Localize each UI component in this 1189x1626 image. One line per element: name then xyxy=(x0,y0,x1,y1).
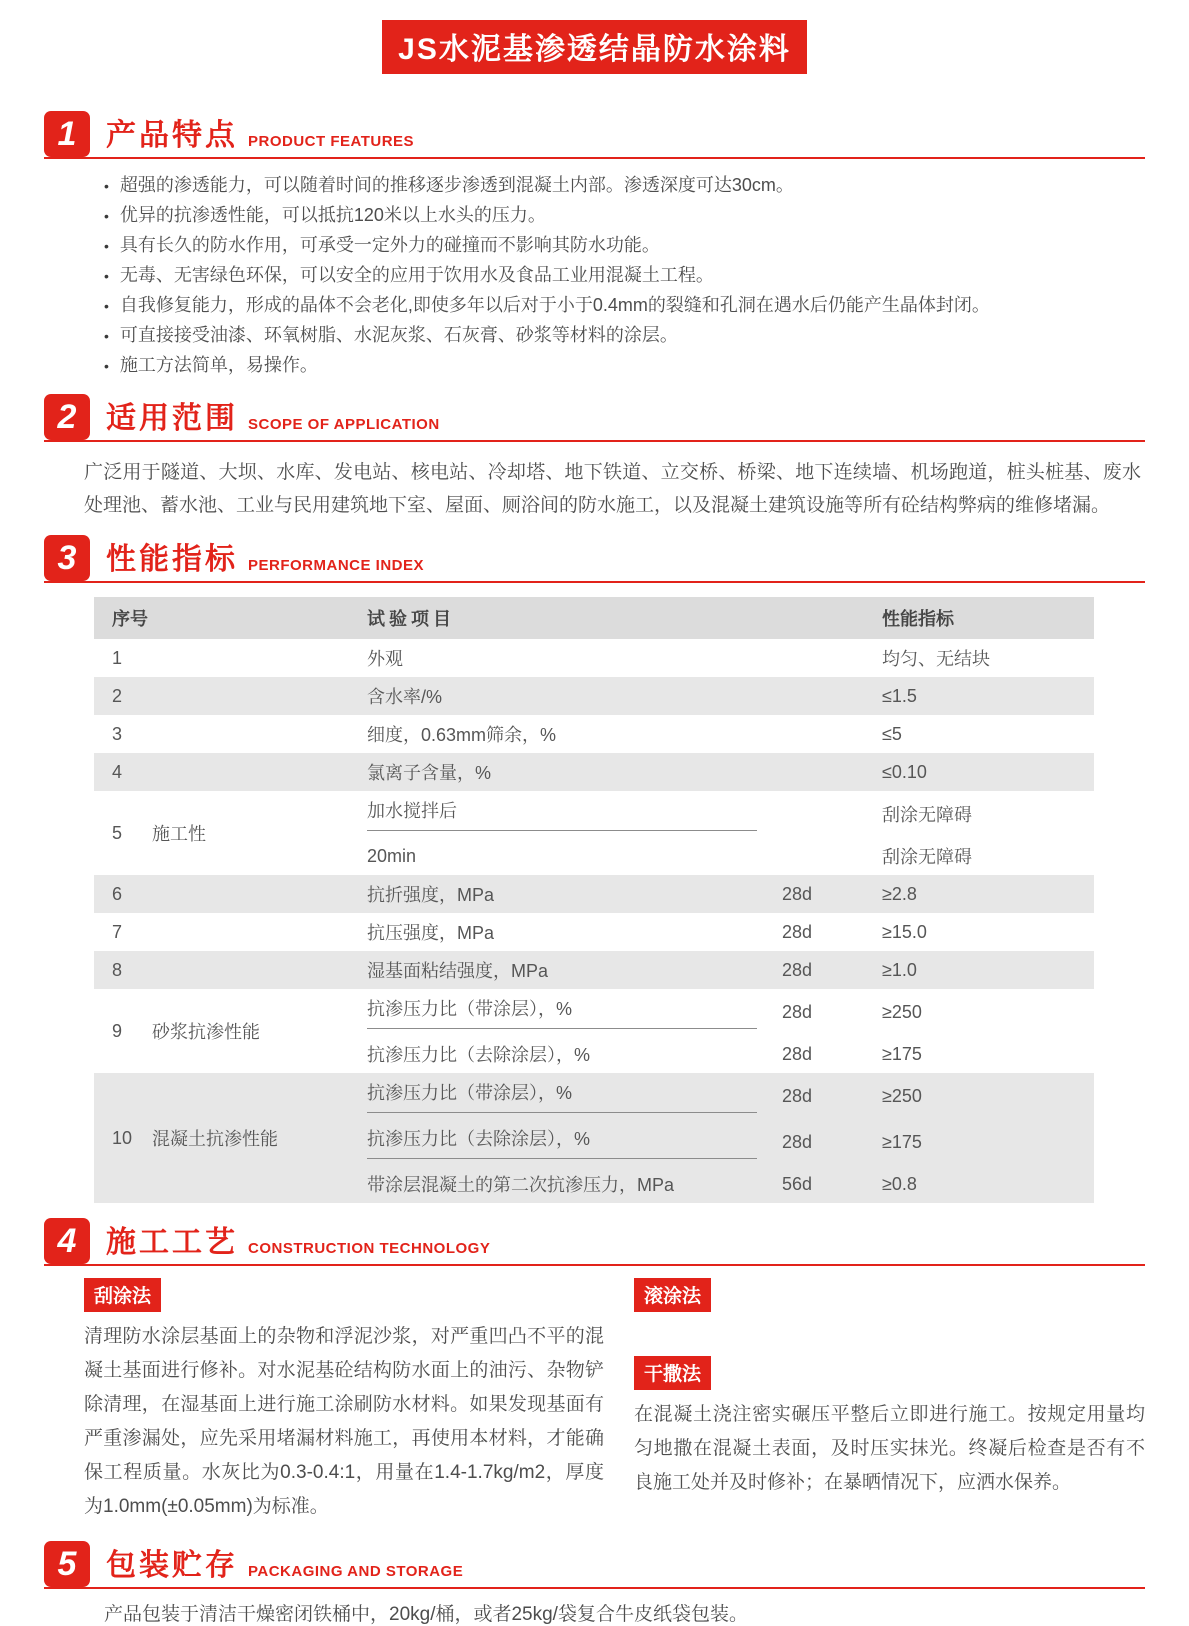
cell-category: 施工性 xyxy=(152,824,206,844)
cell-category xyxy=(152,951,367,989)
cell-item: 抗折强度，MPa xyxy=(367,875,782,913)
cell-index: ≥250 xyxy=(882,1073,1094,1119)
cell-item: 抗渗压力比（带涂层），% xyxy=(367,1073,782,1119)
cell-item: 带涂层混凝土的第二次抗渗压力，MPa xyxy=(367,1165,782,1203)
cell-seq: 10 xyxy=(94,1073,152,1203)
cell-category xyxy=(152,753,367,791)
cell-category xyxy=(152,913,367,951)
method-tag-roll: 滚涂法 xyxy=(634,1278,711,1312)
construction-col-right xyxy=(634,1278,1145,1524)
section-number-2: 2 xyxy=(44,394,90,440)
cell-age: 28d xyxy=(782,1119,882,1165)
section-number-1: 1 xyxy=(44,111,90,157)
cell-index: 刮涂无障碍 xyxy=(882,805,972,825)
section-header-scope xyxy=(44,393,1145,442)
cell-seq: 8 xyxy=(94,951,152,989)
cell-item: 外观 xyxy=(367,649,403,669)
cell-category xyxy=(152,639,367,677)
cell-seq: 1 xyxy=(112,647,123,668)
cell-category xyxy=(152,677,367,715)
section-subtitle-performance: PERFORMANCE INDEX xyxy=(248,557,425,574)
cell-index: ≤1.5 xyxy=(882,677,1094,715)
cell-age xyxy=(782,639,882,677)
cell-age xyxy=(782,837,882,875)
cell-seq: 4 xyxy=(94,753,152,791)
section-number-4: 4 xyxy=(44,1218,90,1264)
cell-seq: 9 xyxy=(112,1020,123,1041)
section-header-construction xyxy=(44,1217,1145,1266)
section-subtitle-construction: CONSTRUCTION TECHNOLOGY xyxy=(248,1240,491,1257)
cell-index: ≤5 xyxy=(882,723,902,744)
page-title-banner: JS水泥基渗透结晶防水涂料 xyxy=(382,20,807,74)
cell-age xyxy=(782,715,882,753)
cell-index: ≤0.10 xyxy=(882,753,1094,791)
cell-age xyxy=(782,753,882,791)
feature-list xyxy=(104,171,1145,381)
sub-row-divider xyxy=(367,1158,757,1159)
cell-age: 28d xyxy=(782,951,882,989)
construction-col-left xyxy=(84,1278,604,1524)
feature-item: • 超强的渗透能力，可以随着时间的推移逐步渗透到混凝土内部。渗透深度可达30cm。 xyxy=(104,171,1145,201)
cell-item: 氯离子含量，% xyxy=(367,753,782,791)
cell-item: 加水搅拌后 xyxy=(367,791,782,837)
table-row xyxy=(94,677,1094,715)
section-number-3: 3 xyxy=(44,535,90,581)
method-tag-scrape: 刮涂法 xyxy=(84,1278,161,1312)
table-row xyxy=(94,715,1094,753)
cell-age: 28d xyxy=(782,921,813,942)
cell-item: 20min xyxy=(367,845,417,866)
header-seq: 序号 xyxy=(94,597,152,639)
cell-index: ≥1.0 xyxy=(882,951,1094,989)
cell-age: 28d xyxy=(782,1001,813,1022)
cell-category xyxy=(152,715,367,753)
cell-age xyxy=(782,791,882,837)
section-title-scope: 适用范围 xyxy=(106,402,238,435)
table-row xyxy=(94,753,1094,791)
cell-index: ≥0.8 xyxy=(882,1165,1094,1203)
cell-age: 56d xyxy=(782,1165,882,1203)
section-title-features: 产品特点 xyxy=(106,119,238,152)
table-row xyxy=(94,913,1094,951)
sub-row-divider xyxy=(367,830,757,831)
cell-category xyxy=(152,875,367,913)
method-text-dry-sprinkle: 在混凝土浇注密实碾压平整后立即进行施工。按规定用量均匀地撒在混凝土表面，及时压实抹光。终凝后检查是否有不良施工处并及时修补；在暴晒情况下，应洒水保养。 xyxy=(634,1404,1145,1493)
section-title-performance: 性能指标 xyxy=(106,543,238,576)
sub-row-divider xyxy=(367,1028,757,1029)
cell-age: 28d xyxy=(782,1043,813,1064)
cell-age xyxy=(782,677,882,715)
sub-row-divider xyxy=(367,1112,757,1113)
cell-age: 28d xyxy=(782,875,882,913)
section-title-packaging: 包装贮存 xyxy=(106,1549,238,1582)
section-header-performance xyxy=(44,534,1145,583)
construction-columns xyxy=(84,1278,1145,1524)
header-category xyxy=(152,597,367,639)
feature-item: • 可直接接受油漆、环氧树脂、水泥灰浆、石灰膏、砂浆等材料的涂层。 xyxy=(104,321,1145,351)
table-row xyxy=(94,989,1094,1035)
method-gap xyxy=(634,1312,1145,1356)
table-row xyxy=(94,951,1094,989)
header-item: 试验项目 xyxy=(367,597,782,639)
table-row xyxy=(94,639,1094,677)
section-subtitle-scope: SCOPE OF APPLICATION xyxy=(248,416,440,433)
section-header-features xyxy=(44,110,1145,159)
cell-index: ≥2.8 xyxy=(882,875,1094,913)
performance-table xyxy=(94,597,1094,1203)
section-number-5: 5 xyxy=(44,1541,90,1587)
cell-item: 湿基面粘结强度，MPa xyxy=(367,951,782,989)
cell-item: 抗渗压力比（去除涂层），% xyxy=(367,1119,782,1165)
cell-age: 28d xyxy=(782,1073,882,1119)
cell-item: 抗压强度，MPa xyxy=(367,923,495,943)
cell-index: ≥175 xyxy=(882,1043,922,1064)
table-row xyxy=(94,875,1094,913)
cell-item: 抗渗压力比（带涂层），% xyxy=(367,989,782,1035)
cell-index: ≥250 xyxy=(882,1001,922,1022)
table-row xyxy=(94,791,1094,837)
feature-item: • 具有长久的防水作用，可承受一定外力的碰撞而不影响其防水功能。 xyxy=(104,231,1145,261)
cell-index: ≥175 xyxy=(882,1119,1094,1165)
method-text-scrape: 清理防水涂层基面上的杂物和浮泥沙浆，对严重凹凸不平的混凝土基面进行修补。对水泥基砼结构防水面上的油污、杂物铲除清理，在湿基面上进行施工涂刷防水材料。如果发现基面有严重渗漏处，应先采用堵漏材料施工，再使用本材料，才能确保工程质量。水灰比为0.3-0.4:1，用量在1.4-1.7kg/m2，厚度为1.0mm(±0.05mm)为标准。 xyxy=(84,1326,604,1517)
header-age xyxy=(782,597,882,639)
packaging-paragraph: 产品包装于清洁干燥密闭铁桶中，20kg/桶，或者25kg/袋复合牛皮纸袋包装。 xyxy=(104,1604,748,1625)
section-header-packaging xyxy=(44,1540,1145,1589)
table-row xyxy=(94,1073,1094,1119)
cell-item: 抗渗压力比（去除涂层），% xyxy=(367,1045,591,1065)
performance-table-body xyxy=(94,639,1094,1203)
section-title-construction: 施工工艺 xyxy=(106,1226,238,1259)
cell-seq: 5 xyxy=(112,822,123,843)
cell-index: 均匀、无结块 xyxy=(882,649,990,669)
cell-category: 砂浆抗渗性能 xyxy=(152,1022,260,1042)
scope-paragraph: 广泛用于隧道、大坝、水库、发电站、核电站、冷却塔、地下铁道、立交桥、桥梁、地下连续墙、机场跑道，桩头桩基、废水处理池、蓄水池、工业与民用建筑地下室、屋面、厕浴间的防水施工，以及混凝土建筑设施等所有砼结构弊病的维修堵漏。 xyxy=(84,462,1141,516)
feature-item: • 自我修复能力，形成的晶体不会老化,即使多年以后对于小于0.4mm的裂缝和孔洞在遇水后仍能产生晶体封闭。 xyxy=(104,291,1145,321)
feature-item: • 优异的抗渗透性能，可以抵抗120米以上水头的压力。 xyxy=(104,201,1145,231)
cell-item: 细度，0.63mm筛余，% xyxy=(367,725,557,745)
table-header-row xyxy=(94,597,1094,639)
cell-seq: 7 xyxy=(112,921,123,942)
cell-index: 刮涂无障碍 xyxy=(882,847,972,867)
section-subtitle-features: PRODUCT FEATURES xyxy=(248,133,415,150)
cell-seq: 3 xyxy=(112,723,123,744)
cell-index: ≥15.0 xyxy=(882,921,927,942)
cell-seq: 6 xyxy=(94,875,152,913)
cell-item: 含水率/% xyxy=(367,677,782,715)
feature-item: • 施工方法简单，易操作。 xyxy=(104,351,1145,381)
header-index: 性能指标 xyxy=(882,597,1094,639)
feature-item: • 无毒、无害绿色环保，可以安全的应用于饮用水及食品工业用混凝土工程。 xyxy=(104,261,1145,291)
cell-category: 混凝土抗渗性能 xyxy=(152,1073,367,1203)
cell-seq: 2 xyxy=(94,677,152,715)
section-subtitle-packaging: PACKAGING AND STORAGE xyxy=(248,1563,464,1580)
method-tag-dry-sprinkle: 干撒法 xyxy=(634,1356,711,1390)
